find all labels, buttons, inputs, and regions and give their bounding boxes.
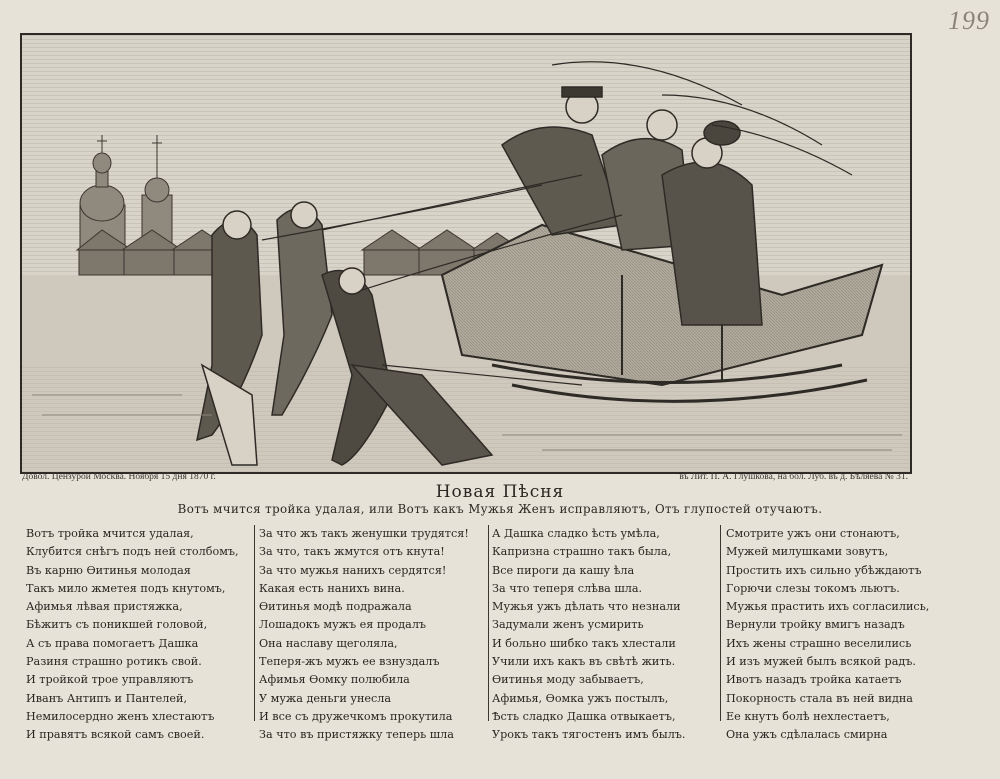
verse-line: Она ужъ сдѣлалась смирна [726, 728, 888, 742]
verse-column-1 [26, 525, 252, 745]
verse-line: Иванъ Антипъ и Пантелей, [26, 691, 188, 705]
verse-line: А съ права помогаетъ Дашка [26, 636, 199, 650]
verse-line: У мужа деньги унесла [259, 691, 392, 705]
verse-line: Ѣсть сладко Дашка отвыкаетъ, [492, 709, 676, 723]
verse-line: Бѣжитъ съ поникшей головой, [26, 618, 208, 632]
song-title: Новая Пѣсня [435, 482, 565, 502]
verse-line: Смотрите ужъ они стонаютъ, [726, 527, 900, 540]
verse-line: Мужей милушками зовутъ, [726, 545, 889, 559]
verse-line: И больно шибко такъ хлестали [492, 636, 676, 650]
verse-line: Такъ мило жметея подъ кнутомъ, [26, 581, 226, 595]
verse-line: Ихъ жены страшно веселились [726, 636, 912, 650]
verse-line: Афимья, Ѳомка ужъ постылъ, [492, 691, 669, 705]
verse-line: Мужья ужъ дѣлать что незнали [492, 600, 681, 614]
verse-line: И изъ мужей былъ всякой радъ. [726, 655, 916, 669]
verse-line: Ѳитинья модѣ подражала [259, 600, 412, 614]
verse-line: Мужья прастить ихъ согласились, [726, 600, 930, 614]
verse-column-2 [259, 525, 485, 745]
verse-line: За что въ пристяжку теперь шла [259, 728, 454, 742]
verse-line: Учили ихъ какъ въ свѣтѣ жить. [492, 655, 676, 669]
verse-line: Капризна страшно такъ была, [492, 545, 672, 559]
verse-columns [26, 525, 956, 765]
verse-line: И все съ дружечкомъ прокутила [259, 709, 453, 723]
engraving-illustration [20, 33, 912, 474]
verse-column-3 [492, 525, 718, 745]
verse-line: И правятъ всякой самъ своей. [26, 728, 205, 742]
verse-line: За что жъ такъ женушки трудятся! [259, 527, 469, 540]
verse-line: Какая есть нанихъ вина. [259, 581, 405, 595]
verse-line: Вернули тройку вмигъ назадъ [726, 618, 905, 632]
verse-line: Урокъ такъ тягостенъ имъ былъ. [492, 728, 686, 742]
verse-line: Клубится снѣгъ подъ ней столбомъ, [26, 545, 239, 559]
verse-line: Афимья Ѳомку полюбила [259, 673, 410, 687]
verse-line: Ее кнутъ болѣ нехлестаетъ, [726, 709, 890, 723]
song-subtitle: Вотъ мчится тройка удалая, или Вотъ какъ Мужья Женъ исправляютъ, Отъ глупостей отучаютъ. [177, 502, 823, 516]
verse-line: Ѳитинья моду забываетъ, [492, 673, 644, 687]
publisher-caption: въ Лит. П. А. Глушкова, на бол. Луб. въ д. Бѣляева № 31. [679, 472, 908, 482]
censorship-caption: Довол. Цензурой Москва. Ноября 15 дня 1870 г. [22, 472, 216, 482]
column-divider [488, 525, 489, 721]
verse-line: Все пироги да кашу ѣла [492, 563, 635, 577]
verse-line: Ивотъ назадъ тройка катаетъ [726, 673, 902, 687]
verse-line: Она наславу щеголяла, [259, 636, 398, 650]
verse-line: А Дашка сладко ѣсть умѣла, [492, 527, 660, 540]
verse-column-4 [726, 525, 952, 745]
verse-line: Въ карню Ѳитинья молодая [26, 563, 191, 577]
verse-line: Покорность стала въ ней видна [726, 691, 913, 705]
verse-line: Простить ихъ сильно убѣждаютъ [726, 563, 922, 577]
verse-line: Лошадокъ мужъ ея продалъ [259, 618, 427, 632]
verse-line: За что, такъ жмутся отъ кнута! [259, 545, 445, 559]
page-number: 199 [948, 6, 990, 35]
verse-line: Вотъ тройка мчится удалая, [26, 527, 194, 540]
verse-line: Немилосердно женъ хлестаютъ [26, 709, 215, 723]
verse-line: За что мужья нанихъ сердятся! [259, 563, 447, 577]
column-divider [720, 525, 721, 721]
verse-line: Теперя-жъ мужъ ее взнуздалъ [259, 655, 440, 669]
verse-line: Горючи слезы токомъ льютъ. [726, 581, 900, 595]
verse-line: И тройкой трое управляютъ [26, 673, 194, 687]
verse-line: Афимья лѣвая пристяжка, [26, 600, 183, 614]
column-divider [254, 525, 255, 721]
verse-line: Задумали женъ усмирить [492, 618, 644, 632]
verse-line: Разиня страшно ротикъ свой. [26, 655, 202, 669]
verse-line: За что теперя слѣва шла. [492, 581, 643, 595]
